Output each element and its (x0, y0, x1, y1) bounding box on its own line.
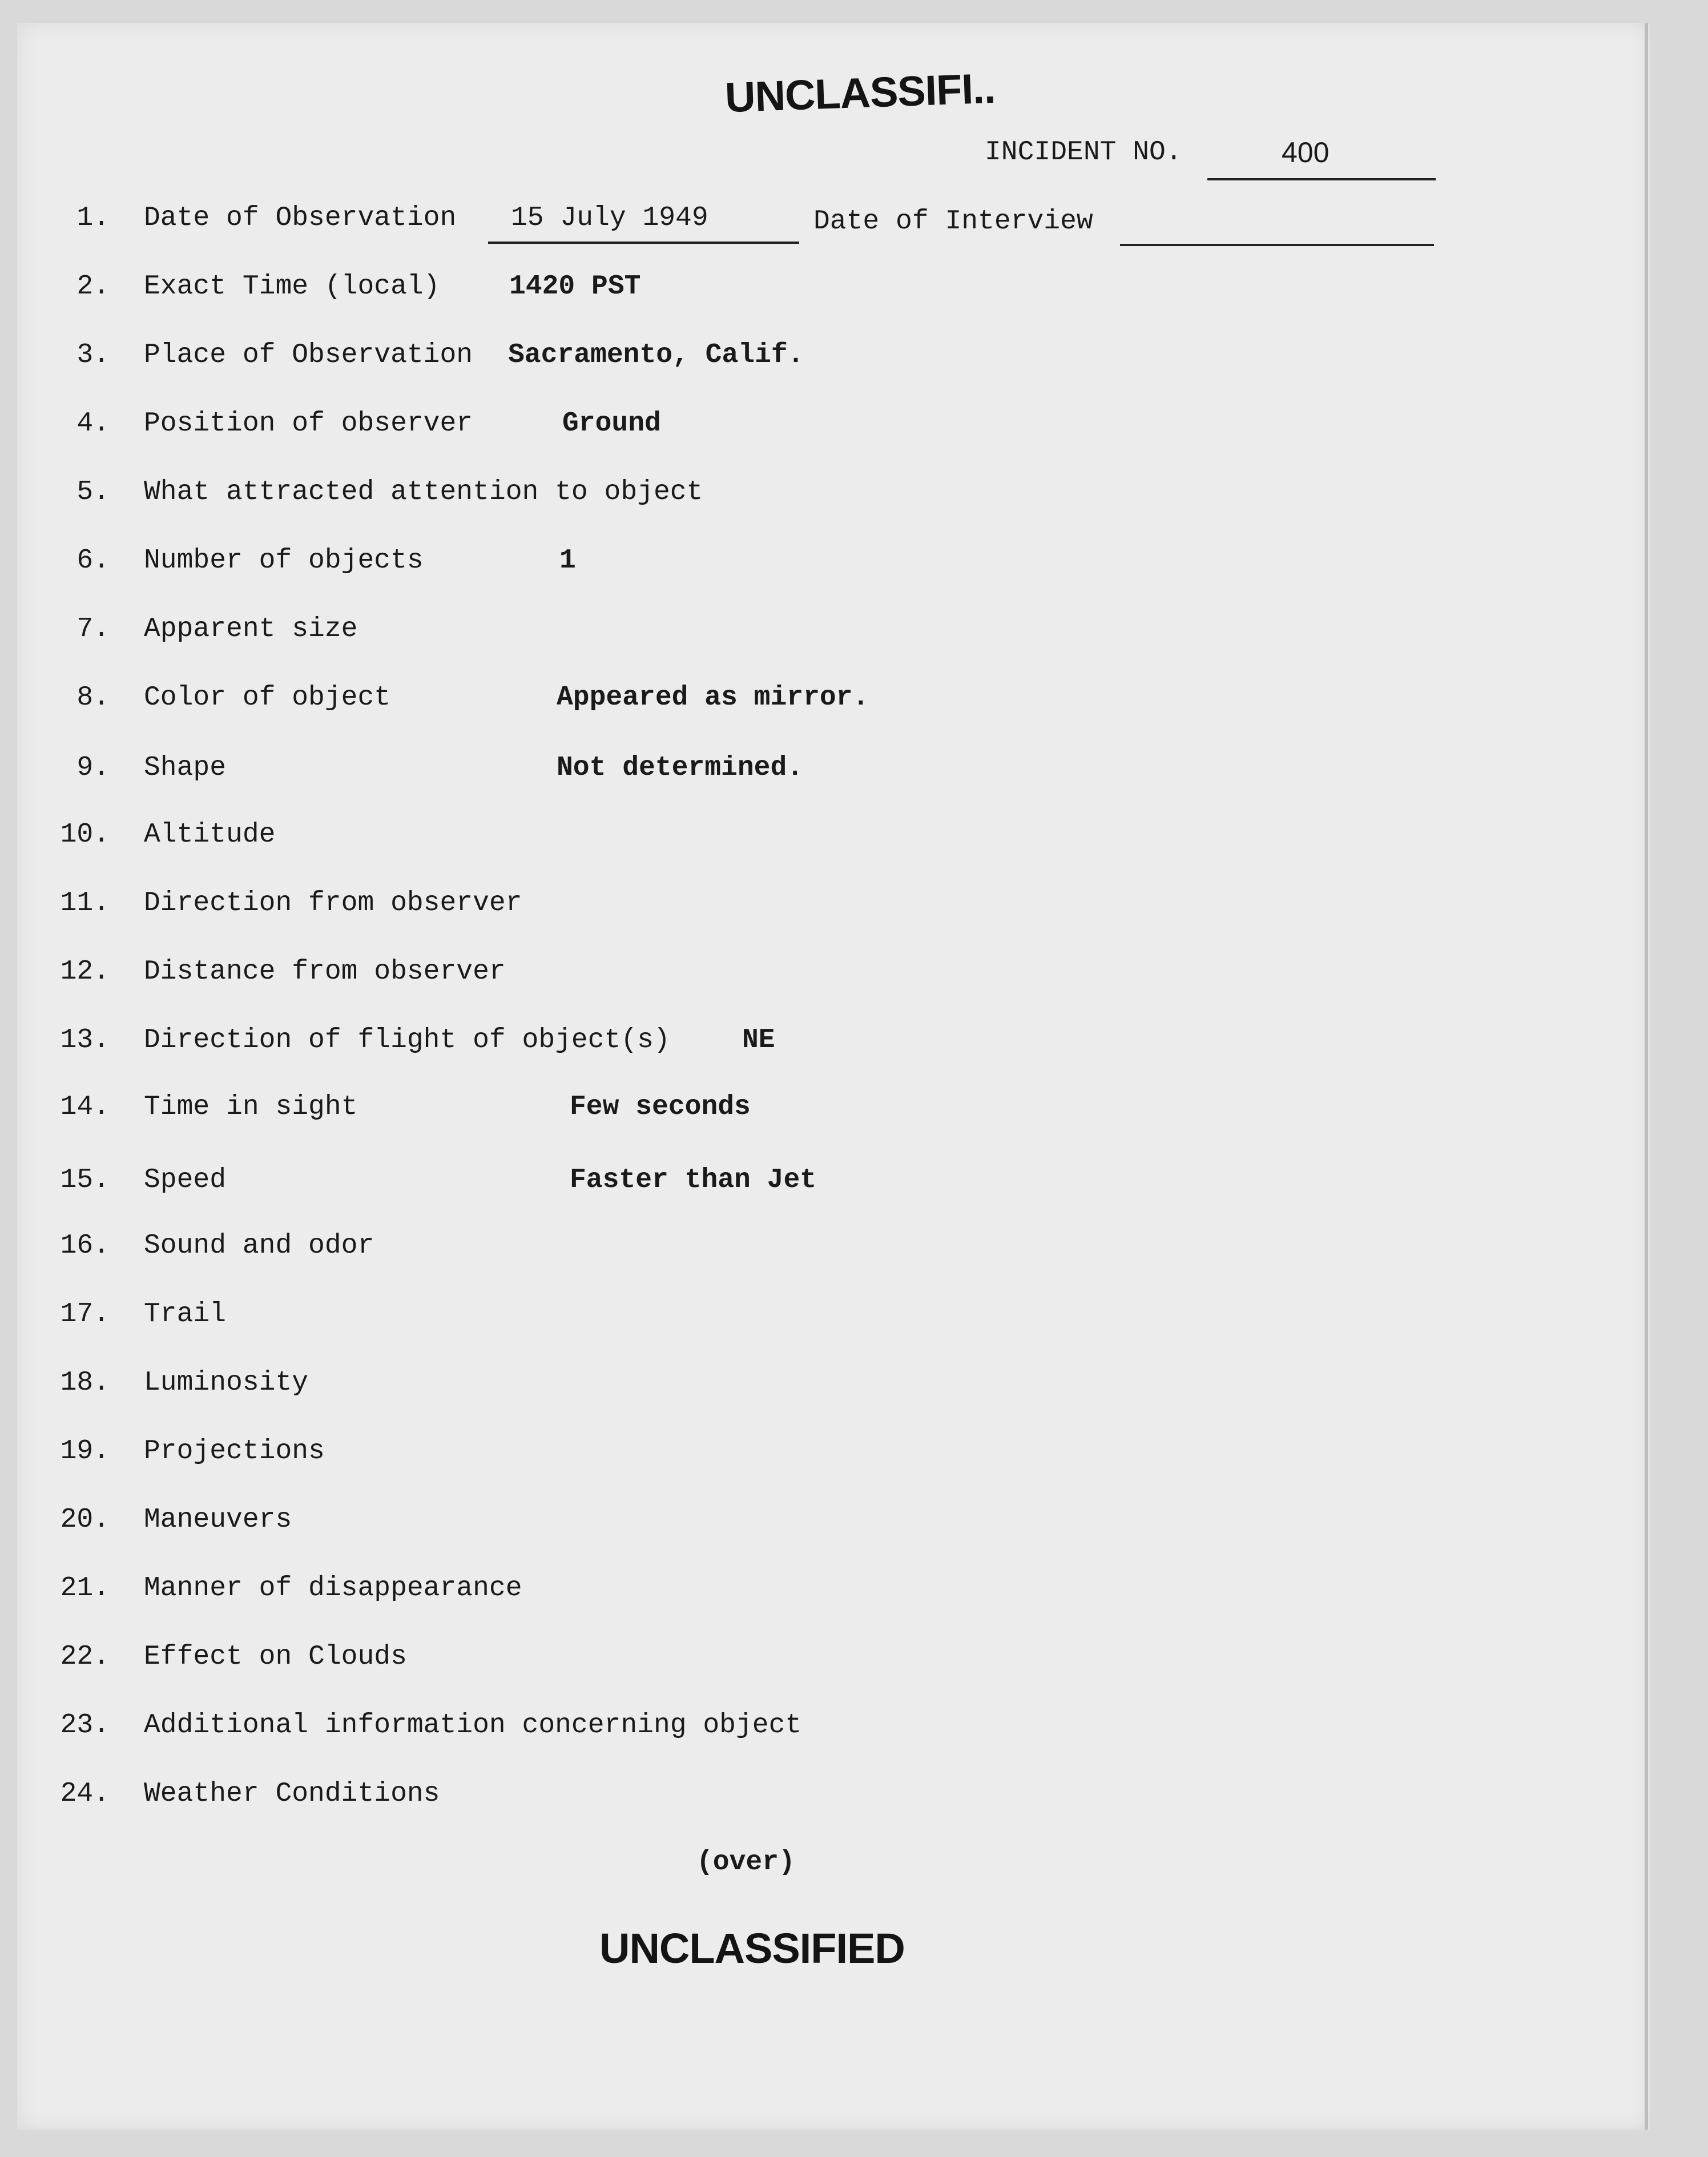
incident-number-label: INCIDENT NO. (985, 137, 1182, 168)
item-label: Additional information concerning object (144, 1710, 802, 1741)
item-number: 8. (76, 682, 110, 713)
item-value: Faster than Jet (570, 1165, 817, 1196)
form-row-22 (0, 1641, 1708, 1687)
item-label: Date of Observation (144, 203, 457, 234)
item-label: Shape (144, 752, 227, 783)
form-row-14 (0, 1092, 1708, 1137)
item-value: 1420 PST (509, 271, 641, 302)
form-row-2 (0, 271, 1708, 317)
item-number: 15. (60, 1165, 110, 1196)
item-value: NE (742, 1025, 775, 1056)
form-row-4 (0, 408, 1708, 454)
item-number: 19. (60, 1436, 110, 1467)
item-number: 2. (76, 271, 110, 302)
form-row-21 (0, 1573, 1708, 1619)
form-row-12 (0, 956, 1708, 1002)
item-number: 9. (76, 752, 110, 783)
item-number: 6. (76, 545, 110, 576)
item-number: 7. (76, 614, 110, 645)
item-number: 10. (60, 819, 110, 850)
item-number: 18. (60, 1367, 110, 1398)
classification-stamp-bottom: UNCLASSIFIED (599, 1925, 905, 1972)
form-row-16 (0, 1230, 1708, 1276)
classification-stamp-top: UNCLASSIFI.. (724, 64, 996, 122)
over-note: (over) (696, 1847, 795, 1878)
form-row-3 (0, 340, 1708, 385)
item-number: 13. (60, 1025, 110, 1056)
form-row-10 (0, 819, 1708, 865)
item-label: Apparent size (144, 614, 358, 645)
item-number: 22. (60, 1641, 110, 1672)
item-label: Color of object (144, 682, 391, 713)
item-value: Sacramento, Calif. (508, 340, 804, 371)
item-number: 17. (60, 1299, 110, 1330)
date-of-interview-label: Date of Interview (813, 206, 1093, 237)
item-number: 4. (76, 408, 110, 439)
item-value: Ground (562, 408, 661, 439)
item-label: Time in sight (144, 1092, 358, 1122)
item-label: Projections (144, 1436, 325, 1467)
item-number: 11. (60, 888, 110, 919)
form-row-7 (0, 614, 1708, 659)
item-label: Trail (144, 1299, 227, 1330)
item-label: Position of observer (144, 408, 473, 439)
form-row-17 (0, 1299, 1708, 1345)
item-value: Not determined. (557, 752, 804, 783)
item-label: What attracted attention to object (144, 477, 703, 508)
item-label: Manner of disappearance (144, 1573, 522, 1604)
item-label: Distance from observer (144, 956, 506, 987)
form-row-24 (0, 1778, 1708, 1824)
incident-number-value: 400 (1207, 136, 1436, 180)
form-row-20 (0, 1504, 1708, 1550)
form-row-18 (0, 1367, 1708, 1413)
item-number: 24. (60, 1778, 110, 1809)
item-number: 23. (60, 1710, 110, 1741)
item-number: 5. (76, 477, 110, 508)
item-label: Luminosity (144, 1367, 309, 1398)
item-value: Few seconds (570, 1092, 751, 1122)
item-number: 1. (76, 203, 110, 234)
item-label: Number of objects (144, 545, 424, 576)
item-label: Altitude (144, 819, 276, 850)
item-number: 12. (60, 956, 110, 987)
item-label: Sound and odor (144, 1230, 374, 1261)
item-label: Effect on Clouds (144, 1641, 407, 1672)
item-label: Direction of flight of object(s) (144, 1025, 670, 1056)
item-label: Place of Observation (144, 340, 473, 371)
form-row-15 (0, 1165, 1708, 1210)
date-of-interview-field (1120, 203, 1434, 246)
item-number: 14. (60, 1092, 110, 1122)
item-label: Direction from observer (144, 888, 522, 919)
item-number: 3. (76, 340, 110, 371)
form-row-9 (0, 752, 1708, 798)
form-row-6 (0, 545, 1708, 591)
item-value: 1 (559, 545, 576, 576)
item-label: Speed (144, 1165, 227, 1196)
date-of-observation-value: 15 July 1949 (488, 203, 799, 244)
form-row-23 (0, 1710, 1708, 1756)
item-label: Weather Conditions (144, 1778, 440, 1809)
item-number: 20. (60, 1504, 110, 1535)
item-label: Maneuvers (144, 1504, 292, 1535)
item-number: 16. (60, 1230, 110, 1261)
item-value: Appeared as mirror. (557, 682, 869, 713)
form-row-11 (0, 888, 1708, 933)
form-row-13 (0, 1025, 1708, 1071)
form-row-8 (0, 682, 1708, 728)
form-row-1 (0, 203, 1708, 248)
form-row-5 (0, 477, 1708, 522)
item-number: 21. (60, 1573, 110, 1604)
item-label: Exact Time (local) (144, 271, 440, 302)
form-row-19 (0, 1436, 1708, 1482)
